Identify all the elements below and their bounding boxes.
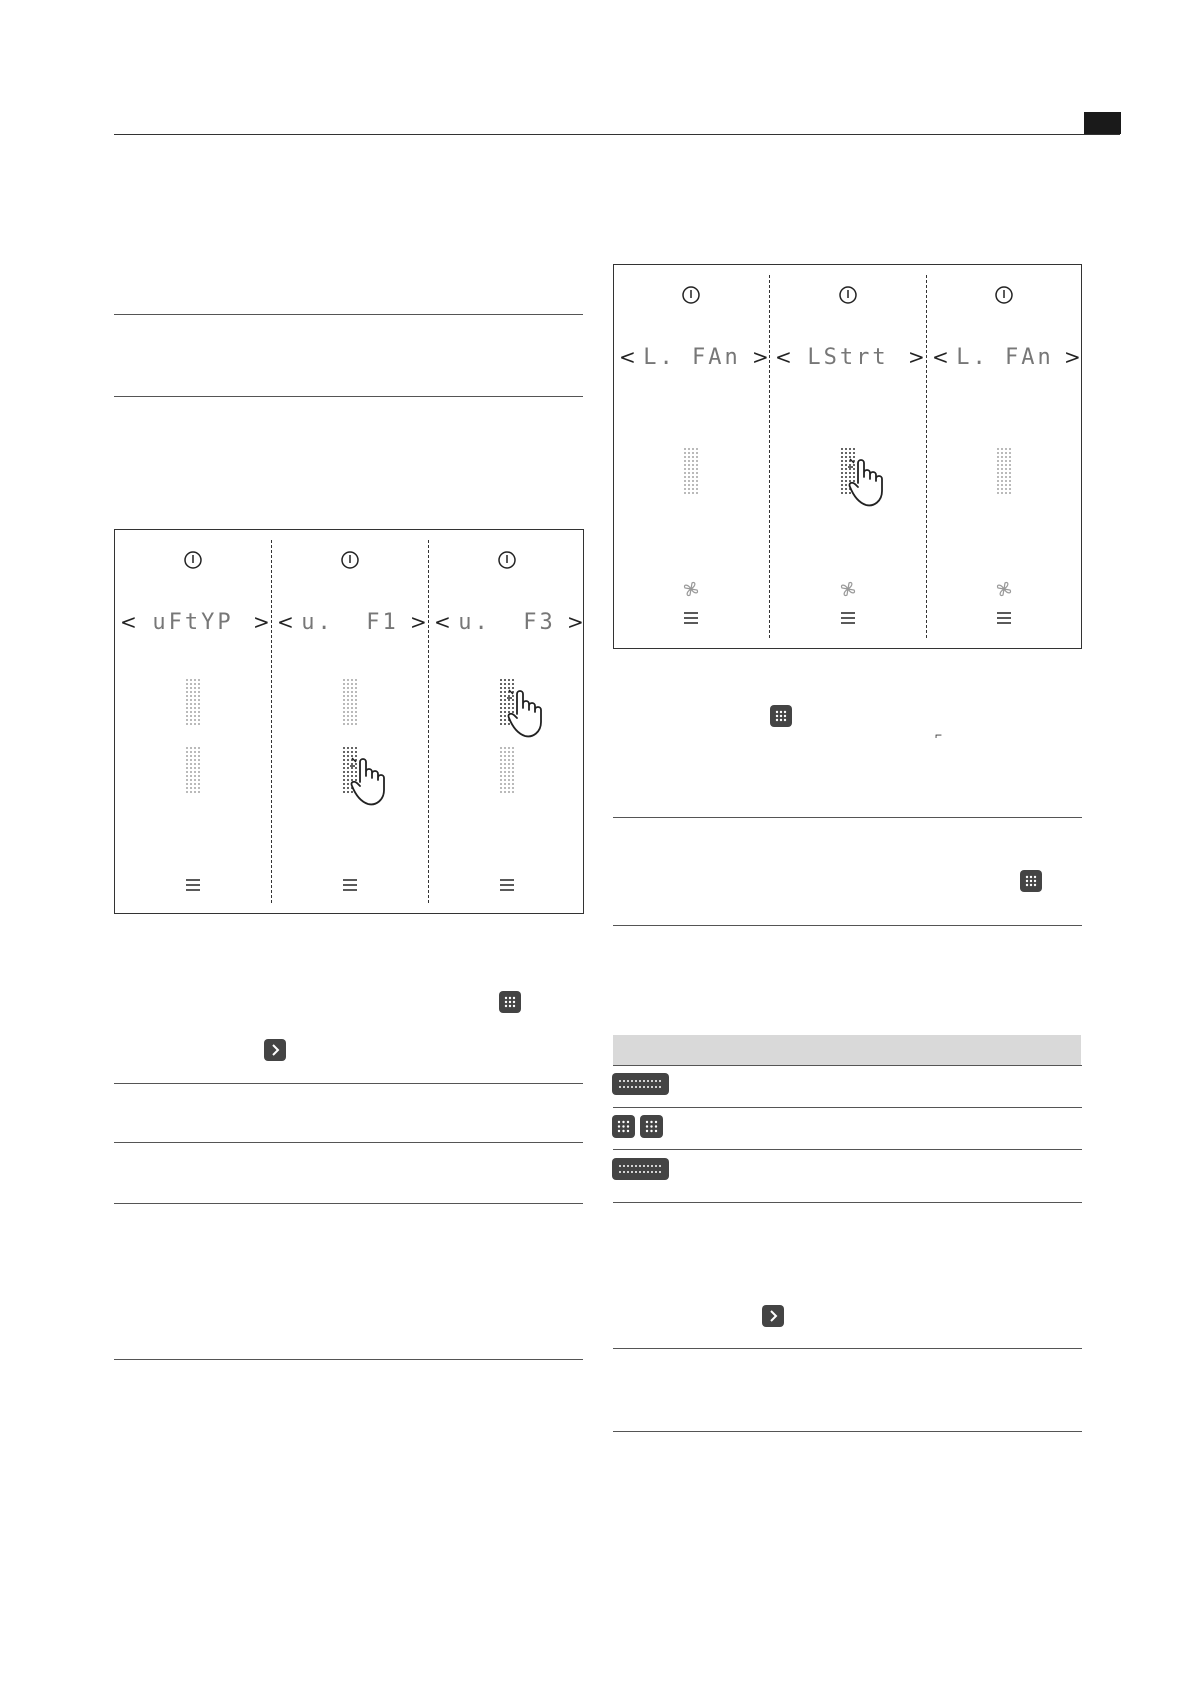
slider-dots-icon[interactable] (342, 678, 358, 726)
right-arrow[interactable]: > (253, 610, 270, 634)
right-arrow[interactable]: > (567, 610, 584, 634)
figure-2 (613, 264, 1082, 649)
right-arrow[interactable]: > (1064, 345, 1081, 369)
fan-icon (681, 579, 701, 599)
slider-dots-icon[interactable] (683, 447, 699, 495)
slider-dots-icon[interactable] (185, 746, 201, 794)
right-arrow[interactable]: > (752, 345, 769, 369)
control-panel-2 (770, 265, 926, 648)
slider-dots-icon[interactable] (996, 447, 1012, 495)
rule (613, 925, 1082, 926)
menu-icon[interactable] (185, 878, 201, 892)
segment-display: uFtYP (152, 610, 234, 635)
keypad-icon (1020, 870, 1042, 892)
power-icon (681, 285, 701, 305)
control-panel-3 (927, 265, 1081, 648)
fan-icon (838, 579, 858, 599)
rule (114, 1083, 583, 1084)
left-arrow[interactable]: < (277, 610, 294, 634)
power-icon (340, 550, 360, 570)
table-rule (613, 1149, 1082, 1150)
rule (114, 314, 583, 315)
table-header (613, 1035, 1081, 1065)
control-panel-1 (614, 265, 769, 648)
left-arrow[interactable]: < (775, 345, 792, 369)
left-arrow[interactable]: < (434, 610, 451, 634)
left-arrow[interactable]: < (120, 610, 137, 634)
right-arrow[interactable]: > (908, 345, 925, 369)
table-rule (613, 1065, 1082, 1066)
rule (613, 1348, 1082, 1349)
rule (114, 1359, 583, 1360)
power-icon (838, 285, 858, 305)
rule (613, 1431, 1082, 1432)
figure-1 (114, 529, 584, 914)
keypad-icon (499, 991, 521, 1013)
left-arrow[interactable]: < (932, 345, 949, 369)
right-arrow[interactable]: > (410, 610, 427, 634)
power-icon (183, 550, 203, 570)
keypad-icon (770, 705, 792, 727)
power-icon (497, 550, 517, 570)
keypad-icon (640, 1115, 663, 1138)
left-arrow[interactable]: < (619, 345, 636, 369)
small-mark: ⌐ (935, 728, 943, 742)
menu-icon[interactable] (683, 611, 699, 625)
keypad-wide-icon (612, 1073, 669, 1095)
rule (613, 817, 1082, 818)
segment-display: u. F3 (458, 610, 556, 635)
page-tab-marker (1084, 112, 1121, 134)
segment-display: L. FAn (956, 345, 1054, 370)
control-panel-2 (272, 530, 428, 913)
chevron-right-icon (762, 1305, 784, 1327)
slider-dots-icon[interactable] (185, 678, 201, 726)
rule (114, 1203, 583, 1204)
control-panel-3 (429, 530, 585, 913)
rule (114, 1142, 583, 1143)
menu-icon[interactable] (996, 611, 1012, 625)
hand-pointer-icon (350, 756, 400, 808)
rule (114, 396, 583, 397)
slider-dots-icon[interactable] (499, 746, 515, 794)
menu-icon[interactable] (840, 611, 856, 625)
header-rule (114, 134, 1120, 135)
menu-icon[interactable] (342, 878, 358, 892)
hand-pointer-icon (848, 457, 898, 509)
keypad-wide-icon (612, 1158, 669, 1180)
control-panel-1 (115, 530, 271, 913)
fan-icon (994, 579, 1014, 599)
chevron-right-icon (264, 1039, 286, 1061)
segment-display: u. F1 (301, 610, 399, 635)
keypad-icon (612, 1115, 635, 1138)
power-icon (994, 285, 1014, 305)
segment-display: L. FAn (643, 345, 741, 370)
hand-pointer-icon (507, 688, 557, 740)
menu-icon[interactable] (499, 878, 515, 892)
table-rule (613, 1107, 1082, 1108)
segment-display: LStrt (807, 345, 889, 370)
table-rule (613, 1202, 1082, 1203)
